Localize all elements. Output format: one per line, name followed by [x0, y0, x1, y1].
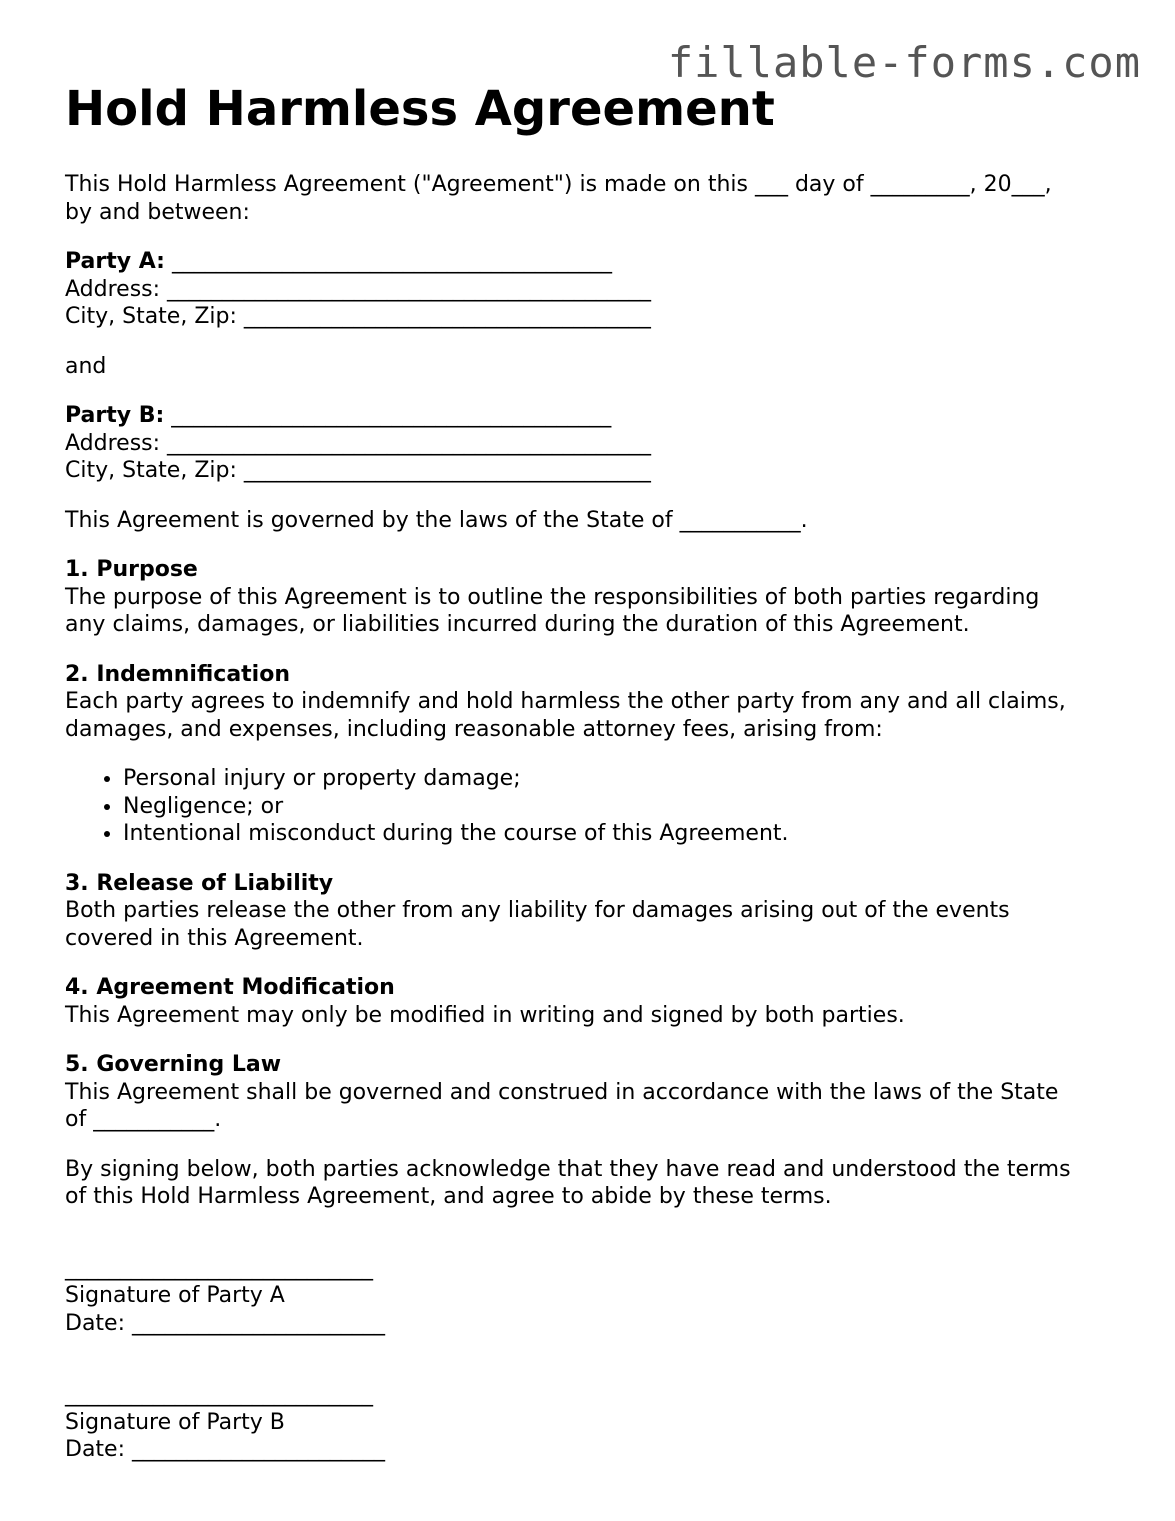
section-purpose-line-2: any claims, damages, or liabilities incurred during the duration of this Agreement. — [65, 612, 970, 637]
document-page — [65, 80, 1135, 1486]
and-separator — [65, 353, 1135, 381]
party-b-name-line — [65, 402, 1135, 430]
governed-text: This Agreement is governed by the laws of the State of ___________. — [65, 507, 808, 533]
signature-block-b — [65, 1381, 1135, 1464]
section-indemnification — [65, 661, 1135, 744]
intro-line-2: by and between: — [65, 199, 250, 225]
closing-line-1: By signing below, both parties acknowledge that they have read and understood the terms — [65, 1156, 1071, 1182]
section-modification-title: 4. Agreement Modification — [65, 975, 395, 1000]
indemnification-list — [65, 765, 1135, 848]
section-law-line-1: This Agreement shall be governed and construed in accordance with the laws of the State — [65, 1079, 1059, 1105]
section-purpose-title: 1. Purpose — [65, 557, 198, 582]
party-b-city-field[interactable]: City, State, Zip: _____________________________________ — [65, 458, 651, 483]
party-a-block — [65, 248, 1135, 331]
list-item: • Personal injury or property damage; — [123, 765, 1135, 793]
section-modification-line-1: This Agreement may only be modified in writing and signed by both parties. — [65, 1002, 905, 1028]
signature-a-field[interactable]: ____________________________ — [65, 1255, 373, 1281]
signature-a-date-field[interactable]: Date: _______________________ — [65, 1310, 385, 1336]
party-b-name-field[interactable]: ________________________________________ — [164, 403, 612, 428]
party-a-label: Party A: — [65, 249, 165, 274]
party-a-name-field[interactable]: ________________________________________ — [164, 249, 612, 274]
section-release-title: 3. Release of Liability — [65, 870, 334, 896]
section-release-line-2: covered in this Agreement. — [65, 925, 364, 951]
party-b-address-field[interactable]: Address: ____________________________________________ — [65, 430, 652, 456]
spacer — [65, 1233, 1135, 1255]
signature-a-label: Signature of Party A — [65, 1283, 285, 1308]
section-law-title: 5. Governing Law — [65, 1052, 282, 1077]
intro-paragraph — [65, 171, 1135, 226]
section-modification — [65, 974, 1135, 1029]
party-b-label: Party B: — [65, 403, 165, 428]
watermark: fillable-forms.com — [667, 38, 1141, 87]
section-indemnification-line-1: Each party agrees to indemnify and hold harmless the other party from any and all claims, — [65, 689, 1066, 714]
section-law — [65, 1051, 1135, 1134]
section-release-line-1: Both parties release the other from any liability for damages arising out of the events — [65, 898, 1010, 923]
section-purpose-line-1: The purpose of this Agreement is to outline the responsibilities of both parties regarding — [65, 584, 1040, 610]
signature-b-field[interactable]: ____________________________ — [65, 1382, 373, 1407]
section-law-line-2: of ___________. — [65, 1107, 222, 1132]
party-b-block — [65, 402, 1135, 485]
governed-paragraph — [65, 507, 1135, 535]
party-a-address-field[interactable]: Address: ____________________________________________ — [65, 276, 652, 302]
and-text: and — [65, 353, 107, 379]
signature-b-date-field[interactable]: Date: _______________________ — [65, 1437, 385, 1462]
spacer — [65, 1359, 1135, 1381]
document-title: Hold Harmless Agreement — [65, 81, 775, 137]
signature-block-a — [65, 1255, 1135, 1338]
list-item: • Intentional misconduct during the course of this Agreement. — [123, 820, 1135, 848]
party-a-city-field[interactable]: City, State, Zip: _____________________________________ — [65, 304, 651, 329]
section-indemnification-title: 2. Indemnification — [65, 661, 290, 687]
section-indemnification-line-2: damages, and expenses, including reasonable attorney fees, arising from: — [65, 716, 883, 742]
section-release — [65, 870, 1135, 953]
signature-b-label: Signature of Party B — [65, 1409, 285, 1435]
intro-line-1: This Hold Harmless Agreement ("Agreement") is made on this ___ day of _________, 20___, — [65, 172, 1052, 197]
closing-paragraph — [65, 1156, 1135, 1211]
section-purpose — [65, 556, 1135, 639]
list-item: • Negligence; or — [123, 793, 1135, 821]
closing-line-2: of this Hold Harmless Agreement, and agree to abide by these terms. — [65, 1184, 832, 1209]
party-a-name-line — [65, 248, 1135, 276]
